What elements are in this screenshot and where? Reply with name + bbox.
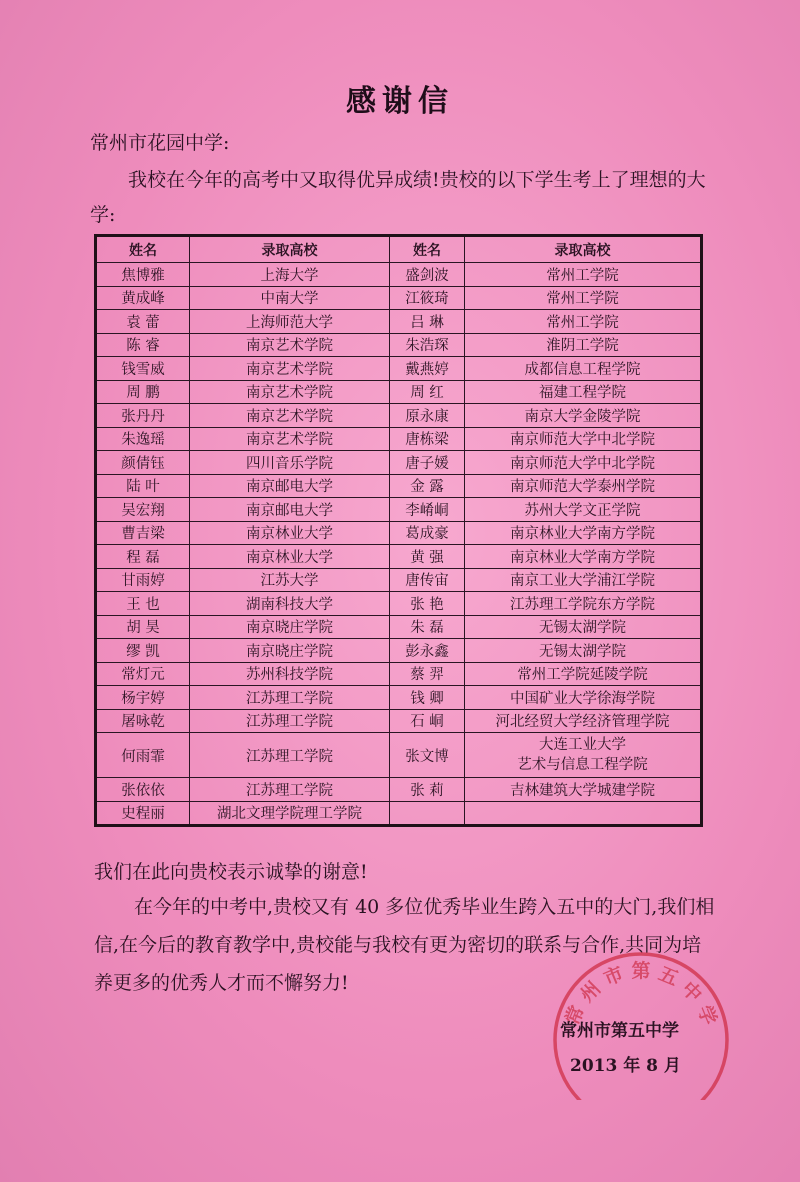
cell-school-1: 苏州科技学院: [190, 662, 390, 686]
cell-school-1: 南京艺术学院: [190, 427, 390, 451]
cell-name-2: 吕 琳: [390, 310, 465, 334]
cell-school-2: 南京林业大学南方学院: [465, 521, 702, 545]
signer-name: 常州市第五中学: [560, 1021, 679, 1041]
table-row: [96, 380, 702, 404]
cell-name-1: 胡 昊: [96, 615, 190, 639]
cell-name-1: 常灯元: [96, 662, 190, 686]
cell-name-2: 张文博: [390, 733, 465, 778]
cell-school-2: 成都信息工程学院: [465, 357, 702, 381]
cell-school-2: 南京师范大学中北学院: [465, 427, 702, 451]
cell-name-2: 张 艳: [390, 592, 465, 616]
cell-name-2: 张 莉: [390, 778, 465, 802]
letter-title: 感谢信: [346, 84, 454, 119]
table-row: [96, 709, 702, 733]
cell-name-1: 杨宇婷: [96, 686, 190, 710]
table-row: [96, 357, 702, 381]
cell-school-1: 南京艺术学院: [190, 333, 390, 357]
cell-school-1: 南京艺术学院: [190, 404, 390, 428]
table-row: [96, 333, 702, 357]
header-name-2: 姓名: [390, 236, 465, 263]
cell-school-2: 南京师范大学中北学院: [465, 451, 702, 475]
cell-name-1: 颜倩钰: [96, 451, 190, 475]
cell-school-2: 福建工程学院: [465, 380, 702, 404]
cell-name-1: 袁 蕾: [96, 310, 190, 334]
cell-school-2: [465, 801, 702, 826]
cell-name-2: 江筱琦: [390, 286, 465, 310]
cell-name-1: 曹吉梁: [96, 521, 190, 545]
cell-name-1: 陈 睿: [96, 333, 190, 357]
cell-name-1: 甘雨婷: [96, 568, 190, 592]
cell-name-1: 张依依: [96, 778, 190, 802]
table-header-row: [96, 236, 702, 263]
cell-school-1: 南京晓庄学院: [190, 639, 390, 663]
cell-name-2: 周 红: [390, 380, 465, 404]
salutation: 常州市花园中学:: [90, 132, 230, 154]
cell-name-1: 何雨霏: [96, 733, 190, 778]
seal-text: 常 州 市 第 五 中 学: [561, 960, 721, 1029]
header-school-1: 录取高校: [190, 236, 390, 263]
table-row: [96, 568, 702, 592]
header-name-1: 姓名: [96, 236, 190, 263]
cell-name-2: [390, 801, 465, 826]
cell-name-1: 周 鹏: [96, 380, 190, 404]
cell-name-2: 黄 强: [390, 545, 465, 569]
cell-school-1: 湖南科技大学: [190, 592, 390, 616]
cell-school-2: 无锡太湖学院: [465, 615, 702, 639]
cell-school-2: 无锡太湖学院: [465, 639, 702, 663]
cell-name-1: 黄成峰: [96, 286, 190, 310]
cell-name-2: 葛成豪: [390, 521, 465, 545]
cell-school-1: 南京艺术学院: [190, 380, 390, 404]
header-school-2: 录取高校: [465, 236, 702, 263]
table-row: [96, 310, 702, 334]
cell-school-2: 淮阴工学院: [465, 333, 702, 357]
table-row: [96, 474, 702, 498]
admissions-table: [94, 234, 703, 827]
cell-school-1: 江苏理工学院: [190, 733, 390, 778]
table-row: [96, 639, 702, 663]
table-row: [96, 545, 702, 569]
cell-name-2: 朱浩琛: [390, 333, 465, 357]
cell-name-1: 张丹丹: [96, 404, 190, 428]
cell-school-1: 江苏理工学院: [190, 709, 390, 733]
cell-school-1: 南京邮电大学: [190, 498, 390, 522]
cell-school-1: 江苏大学: [190, 568, 390, 592]
table-row: [96, 263, 702, 287]
table-row: [96, 498, 702, 522]
cell-school-2: 苏州大学文正学院: [465, 498, 702, 522]
table-row: [96, 451, 702, 475]
cell-name-2: 彭永鑫: [390, 639, 465, 663]
cell-name-1: 钱雪威: [96, 357, 190, 381]
cell-school-1: 上海师范大学: [190, 310, 390, 334]
cell-school-2: 南京大学金陵学院: [465, 404, 702, 428]
table-row: [96, 286, 702, 310]
cell-name-2: 唐子媛: [390, 451, 465, 475]
cell-name-1: 陆 叶: [96, 474, 190, 498]
closing-line: 我们在此向贵校表示诚挚的谢意!: [94, 861, 368, 883]
cell-school-2: 吉林建筑大学城建学院: [465, 778, 702, 802]
cell-school-1: 上海大学: [190, 263, 390, 287]
table-row: [96, 778, 702, 802]
cell-name-1: 史程丽: [96, 801, 190, 826]
cell-name-1: 程 磊: [96, 545, 190, 569]
cell-school-2: 常州工学院: [465, 310, 702, 334]
table-row: [96, 615, 702, 639]
table-row: [96, 801, 702, 826]
cell-school-2: 南京林业大学南方学院: [465, 545, 702, 569]
cell-name-2: 唐栋梁: [390, 427, 465, 451]
cell-name-2: 石 峒: [390, 709, 465, 733]
cell-school-1: 湖北文理学院理工学院: [190, 801, 390, 826]
cell-name-2: 蔡 羿: [390, 662, 465, 686]
cell-name-1: 焦博雅: [96, 263, 190, 287]
cell-school-2: 常州工学院: [465, 286, 702, 310]
table-row: [96, 686, 702, 710]
cell-name-2: 盛剑波: [390, 263, 465, 287]
cell-school-1: 南京晓庄学院: [190, 615, 390, 639]
cell-line: 艺术与信息工程学院: [517, 757, 648, 773]
cell-name-1: 吴宏翔: [96, 498, 190, 522]
cell-school-1: 江苏理工学院: [190, 686, 390, 710]
cell-school-2: 常州工学院: [465, 263, 702, 287]
cell-name-2: 钱 卿: [390, 686, 465, 710]
cell-name-2: 李崤峒: [390, 498, 465, 522]
cell-school-1: 四川音乐学院: [190, 451, 390, 475]
cell-school-2: 南京师范大学泰州学院: [465, 474, 702, 498]
closing-paragraph: 在今年的中考中,贵校又有 40 多位优秀毕业生跨入五中的大门,我们相信,在今后的教育教学中,贵校能与我校有更为密切的联系与合作,共同为培养更多的优秀人才而不懈努力!: [94, 896, 715, 994]
cell-school-2: 南京工业大学浦江学院: [465, 568, 702, 592]
cell-school-1: 南京艺术学院: [190, 357, 390, 381]
table-row: [96, 521, 702, 545]
cell-school-2: [465, 733, 702, 778]
intro-paragraph: 我校在今年的高考中又取得优异成绩!贵校的以下学生考上了理想的大学:: [90, 169, 706, 226]
letter-date: 2013 年 8 月: [570, 1056, 681, 1076]
cell-name-1: 屠咏乾: [96, 709, 190, 733]
table-row: [96, 404, 702, 428]
cell-name-2: 唐传宙: [390, 568, 465, 592]
cell-school-1: 南京林业大学: [190, 521, 390, 545]
cell-name-2: 原永康: [390, 404, 465, 428]
cell-name-1: 缪 凯: [96, 639, 190, 663]
cell-school-1: 南京邮电大学: [190, 474, 390, 498]
cell-school-1: 南京林业大学: [190, 545, 390, 569]
cell-school-1: 江苏理工学院: [190, 778, 390, 802]
table-body: [96, 263, 702, 826]
table-row: [96, 733, 702, 778]
cell-name-2: 朱 磊: [390, 615, 465, 639]
cell-school-2: 江苏理工学院东方学院: [465, 592, 702, 616]
cell-name-2: 金 露: [390, 474, 465, 498]
cell-name-1: 朱逸瑶: [96, 427, 190, 451]
cell-school-2: 河北经贸大学经济管理学院: [465, 709, 702, 733]
cell-school-2: 常州工学院延陵学院: [465, 662, 702, 686]
table-row: [96, 427, 702, 451]
cell-name-2: 戴燕婷: [390, 357, 465, 381]
cell-name-1: 王 也: [96, 592, 190, 616]
cell-line: 大连工业大学: [539, 737, 626, 753]
cell-school-1: 中南大学: [190, 286, 390, 310]
table-row: [96, 662, 702, 686]
cell-school-2: 中国矿业大学徐海学院: [465, 686, 702, 710]
table-row: [96, 592, 702, 616]
